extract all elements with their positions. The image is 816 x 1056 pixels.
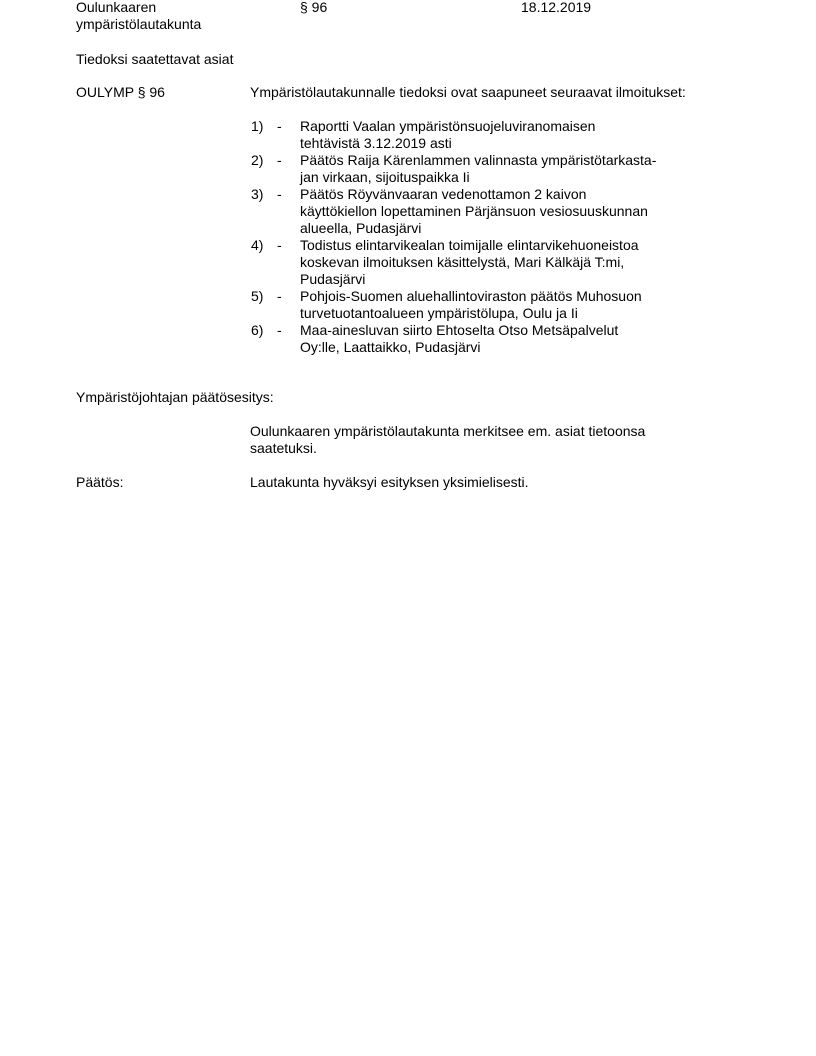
proposal-label: Ympäristöjohtajan päätösesitys:: [76, 389, 274, 405]
list-item-dash: -: [277, 118, 282, 134]
list-item-text: [300, 118, 690, 152]
list-item-line: Oy:lle, Laattaikko, Pudasjärvi: [300, 339, 481, 355]
header-date: 18.12.2019: [521, 0, 592, 15]
list-item-line: Todistus elintarvikealan toimijalle elintarvikehuoneistoa: [300, 237, 639, 253]
list-item: [250, 237, 690, 288]
list-item: [250, 152, 690, 186]
list-item-number: 4): [251, 237, 264, 253]
header-section: § 96: [300, 0, 328, 15]
list-item-dash: -: [277, 288, 282, 304]
list-item-number: 6): [251, 322, 264, 338]
list-item-text: [300, 152, 690, 186]
list-item: [250, 288, 690, 322]
list-item-dash: -: [277, 186, 282, 202]
list-item-line: Päätös Röyvänvaaran vedenottamon 2 kaivon: [300, 186, 587, 202]
intro-text: Ympäristölautakunnalle tiedoksi ovat saapuneet seuraavat ilmoitukset:: [250, 84, 686, 100]
decision-text: Lautakunta hyväksyi esityksen yksimielisesti.: [250, 474, 529, 490]
list-item-line: Maa-ainesluvan siirto Ehtoselta Otso Metsäpalvelut: [300, 322, 619, 338]
subject-title: Tiedoksi saatettavat asiat: [76, 51, 234, 67]
list-item-line: turvetuotantoalueen ympäristölupa, Oulu ja Ii: [300, 305, 578, 321]
list-item-dash: -: [277, 322, 282, 338]
proposal-text-line: saatetuksi.: [250, 440, 317, 456]
list-item-line: Pudasjärvi: [300, 271, 366, 287]
list-item-text: [300, 288, 690, 322]
list-item-dash: -: [277, 237, 282, 253]
header-organization: Oulunkaaren ympäristölautakunta: [76, 0, 202, 32]
decision-label: Päätös:: [76, 474, 124, 490]
proposal-text: [250, 423, 700, 457]
proposal-text-line: Oulunkaaren ympäristölautakunta merkitsee em. asiat tietoonsa: [250, 423, 646, 439]
list-item-dash: -: [277, 152, 282, 168]
list-item-line: koskevan ilmoituksen käsittelystä, Mari Kälkäjä T:mi,: [300, 254, 625, 270]
list-item-text: [300, 322, 690, 356]
list-item-text: [300, 186, 690, 237]
list-item: [250, 118, 690, 152]
list-item-line: tehtävistä 3.12.2019 asti: [300, 135, 452, 151]
list-item-text: [300, 237, 690, 288]
list-item-line: alueella, Pudasjärvi: [300, 220, 422, 236]
list-item-line: Päätös Raija Kärenlammen valinnasta ympäristötarkasta-: [300, 152, 657, 168]
list-item-number: 3): [251, 186, 264, 202]
list-item-line: Pohjois-Suomen aluehallintoviraston päätös Muhosuon: [300, 288, 642, 304]
list-item-number: 1): [251, 118, 264, 134]
list-item-number: 2): [251, 152, 264, 168]
notice-list: [250, 118, 690, 356]
section-reference: OULYMP § 96: [76, 84, 165, 100]
list-item-number: 5): [251, 288, 264, 304]
list-item: [250, 186, 690, 237]
list-item-line: Raportti Vaalan ympäristönsuojeluviranomaisen: [300, 118, 596, 134]
list-item-line: käyttökiellon lopettaminen Pärjänsuon vesiosuuskunnan: [300, 203, 648, 219]
list-item-line: jan virkaan, sijoituspaikka Ii: [300, 169, 470, 185]
list-item: [250, 322, 690, 356]
